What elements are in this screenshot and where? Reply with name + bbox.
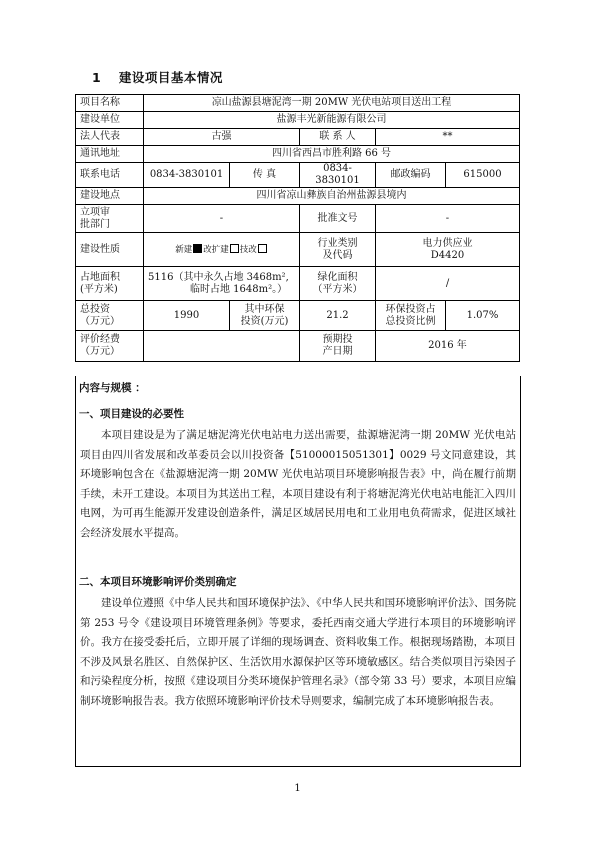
eval-fee-label-line1: 评价经费	[80, 334, 120, 345]
approval-no-label: 批准文号	[300, 205, 376, 233]
contact-label: 联 系 人	[300, 129, 376, 146]
content-heading: 内容与规模 ：	[79, 382, 146, 394]
prod-date-label-line1: 预期投	[322, 334, 353, 345]
project-info-table	[75, 94, 520, 362]
address-label: 通讯地址	[76, 146, 144, 163]
unchecked-box-icon	[230, 244, 239, 253]
env-invest-label-line2: 投资(万元)	[240, 315, 289, 327]
prod-date-label	[300, 331, 376, 362]
green-label	[300, 267, 376, 301]
section-heading	[92, 68, 223, 86]
approval-dept-value: -	[144, 205, 300, 233]
address-value: 四川省西昌市胜利路 66 号	[144, 146, 520, 163]
industry-value	[376, 233, 520, 267]
industry-value-line2: D4420	[430, 249, 465, 261]
project-name-value: 凉山盐源县塘泥湾一期 20MW 光伏电站项目送出工程	[144, 95, 520, 112]
page-number: 1	[294, 783, 301, 794]
env-ratio-label-line1: 环保投资占	[385, 303, 436, 315]
project-name-label: 项目名称	[76, 95, 144, 112]
invest-label-line1: 总投资	[80, 303, 110, 315]
area-label	[76, 267, 144, 301]
invest-value: 1990	[144, 301, 230, 331]
green-label-line2: （平方米）	[312, 283, 363, 295]
location-label: 建设地点	[76, 188, 144, 205]
area-label-line2: (平方米)	[80, 283, 118, 295]
phone-label: 联系电话	[76, 163, 144, 188]
area-label-line1: 占地面积	[80, 271, 120, 283]
location-value: 四川省凉山彝族自治州盐源县境内	[144, 188, 520, 205]
industry-label-line2: 及代码	[322, 249, 353, 261]
nature-options	[144, 233, 300, 267]
section-number: 1	[92, 70, 102, 85]
area-value-line1: 5116（其中永久占地 3468m²,	[148, 271, 289, 283]
industry-value-line1: 电力供应业	[422, 237, 473, 249]
env-ratio-label	[376, 301, 446, 331]
legal-rep-value: 古强	[144, 129, 300, 146]
env-invest-label	[230, 301, 300, 331]
env-invest-label-line1: 其中环保	[244, 303, 285, 315]
nature-tech-label: 技改	[239, 244, 257, 255]
area-value	[144, 267, 300, 301]
env-ratio-value: 1.07%	[446, 301, 520, 331]
env-ratio-label-line2: 总投资比例	[385, 315, 436, 327]
green-label-line1: 绿化面积	[317, 271, 358, 283]
env-invest-value: 21.2	[300, 301, 376, 331]
phone-value: 0834-3830101	[144, 163, 230, 188]
eval-fee-value	[144, 331, 300, 362]
industry-label	[300, 233, 376, 267]
section1-paragraph: 本项目建设是为了满足塘泥湾光伏电站电力送出需要，盐源塘泥湾一期 20MW 光伏电站项目由四川省发展和改革委员会以川投资备【51000015051301】0029 号文同意建设，其环境影响包含在《盐源塘泥湾一期 20MW 光伏电站项目环境影响报告表》中，尚在履行前期手续，未开工建设。本项目为其送出工程，本项目建设有利于将塘泥湾光伏电站电能汇入四川电网，为可再生能源开发建设创造条件，满足区域居民用电和工业用电负荷需求，促进区域社会经济发展水平提高。	[80, 429, 516, 539]
invest-label	[76, 301, 144, 331]
legal-rep-label: 法人代表	[76, 129, 144, 146]
section2-paragraph: 建设单位遵照《中华人民共和国环境保护法》、《中华人民共和国环境影响评价法》、国务院第 253 号令《建设项目环境管理条例》等要求，委托西南交通大学进行本项目的环境影响评价。我方在接受委托后，立即开展了详细的现场调查、资料收集工作。根据现场踏勘，本项目不涉及风景名胜区、自然保护区、生活饮用水源保护区等环境敏感区。结合类似项目污染因子和污染程度分析，按照《建设项目分类环境保护管理名录》（部令第 33 号）要求，本项目应编制环境影响报告表。我方依照环境影响评价技术导则要求，编制完成了本环境影响报告表。	[80, 597, 516, 707]
contact-value: **	[376, 129, 520, 146]
section-title: 建设项目基本情况	[118, 70, 223, 85]
approval-dept-label-line2: 批部门	[80, 218, 110, 230]
approval-dept-label-line1: 立项审	[80, 206, 110, 218]
builder-label: 建设单位	[76, 112, 144, 129]
prod-date-label-line2: 产日期	[322, 346, 353, 357]
section2-title: 二、本项目环境影响评价类别确定	[79, 576, 237, 588]
green-value: /	[376, 267, 520, 301]
invest-label-line2: （万元）	[80, 315, 120, 327]
fax-value: 0834-3830101	[300, 163, 376, 188]
eval-fee-label	[76, 331, 144, 362]
postcode-label: 邮政编码	[376, 163, 446, 188]
nature-new-label: 新建	[175, 244, 193, 255]
postcode-value: 615000	[446, 163, 520, 188]
industry-label-line1: 行业类别	[317, 237, 358, 249]
fax-label: 传 真	[230, 163, 300, 188]
nature-label: 建设性质	[76, 233, 144, 267]
prod-date-value: 2016 年	[376, 331, 520, 362]
checked-box-icon	[193, 244, 202, 253]
eval-fee-label-line2: （万元）	[80, 346, 120, 357]
area-value-line2: 临时占地 1648m²。）	[190, 283, 288, 295]
section1-title: 一、项目建设的必要性	[79, 408, 184, 420]
builder-value: 盐源丰光新能源有限公司	[144, 112, 520, 129]
approval-dept-label	[76, 205, 144, 233]
content-section	[75, 376, 521, 767]
unchecked-box-icon	[258, 244, 267, 253]
approval-no-value: -	[376, 205, 520, 233]
nature-expand-label: 改扩建	[203, 244, 229, 255]
